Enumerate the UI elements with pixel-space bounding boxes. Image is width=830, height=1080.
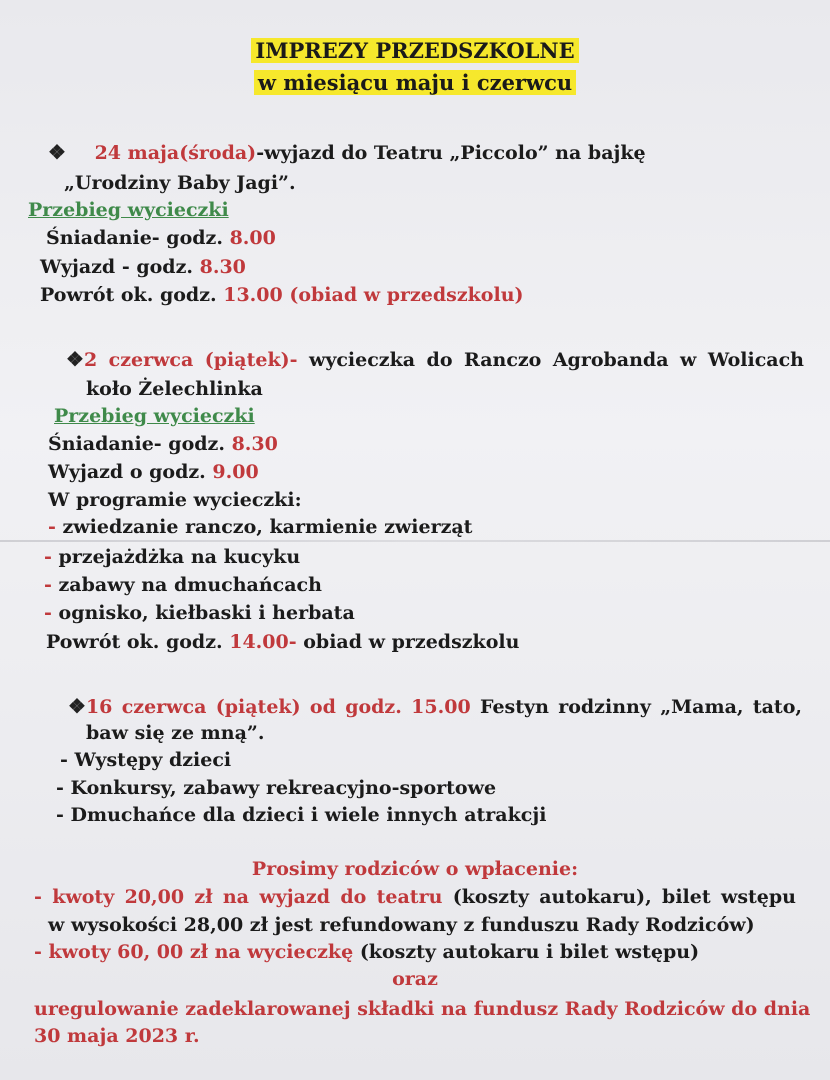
payment-line-4: uregulowanie zadeklarowanej składki na fundusz Rady Rodziców do dnia xyxy=(34,998,811,1020)
list-item: - Występy dzieci xyxy=(60,749,232,771)
payment-line-2: w wysokości 28,00 zł jest refundowany z funduszu Rady Rodziców) xyxy=(48,914,755,936)
payment-heading: Prosimy rodziców o wpłacenie: xyxy=(251,858,579,880)
payment-line-3: - kwoty 60, 00 zł na wycieczkę (koszty autokaru i bilet wstępu) xyxy=(34,941,700,963)
event2-desc2: koło Żelechlinka xyxy=(86,378,263,400)
event1-departure: Wyjazd - godz. 8.30 xyxy=(40,256,246,278)
event2-breakfast: Śniadanie- godz. 8.30 xyxy=(48,433,278,455)
event1-desc2: „Urodziny Baby Jagi”. xyxy=(64,172,296,194)
bullet-diamond-icon: ❖ xyxy=(68,694,86,718)
payment-line-1: - kwoty 20,00 zł na wyjazd do teatru (koszty autokaru), bilet wstępu xyxy=(34,886,796,908)
list-item: - ognisko, kiełbaski i herbata xyxy=(44,602,355,624)
event3-heading: ❖16 czerwca (piątek) od godz. 15.00 Festyn rodzinny „Mama, tato, xyxy=(68,694,802,718)
list-item: - zwiedzanie ranczo, karmienie zwierząt xyxy=(48,516,473,538)
list-item: - Konkursy, zabawy rekreacyjno-sportowe xyxy=(56,777,497,799)
event2-departure: Wyjazd o godz. 9.00 xyxy=(48,461,259,483)
event1-return: Powrót ok. godz. 13.00 (obiad w przedszkolu) xyxy=(40,284,524,306)
event1-schedule-title: Przebieg wycieczki xyxy=(28,199,229,221)
bullet-diamond-icon: ❖ xyxy=(48,140,66,164)
list-item: - przejażdżka na kucyku xyxy=(44,546,301,568)
payment-oraz: oraz xyxy=(392,968,438,990)
bullet-diamond-icon: ❖ xyxy=(66,347,84,371)
event1-breakfast: Śniadanie- godz. 8.00 xyxy=(46,227,276,249)
event2-heading: ❖2 czerwca (piątek)- wycieczka do Ranczo Agrobanda w Wolicach xyxy=(66,347,804,371)
event2-program-label: W programie wycieczki: xyxy=(48,489,302,511)
paper-fold xyxy=(0,540,830,542)
event2-schedule-title: Przebieg wycieczki xyxy=(54,405,255,427)
list-item: - Dmuchańce dla dzieci i wiele innych atrakcji xyxy=(56,804,547,826)
title-line-2: w miesiącu maju i czerwcu xyxy=(0,70,830,95)
title-line-1: IMPREZY PRZEDSZKOLNE xyxy=(0,38,830,63)
event3-desc2: baw się ze mną”. xyxy=(86,722,265,744)
event1-heading: ❖ 24 maja(środa)-wyjazd do Teatru „Piccolo” na bajkę xyxy=(48,140,646,164)
list-item: - zabawy na dmuchańcach xyxy=(44,574,322,596)
payment-line-5: 30 maja 2023 r. xyxy=(34,1025,200,1047)
event2-return: Powrót ok. godz. 14.00- obiad w przedszkolu xyxy=(46,631,520,653)
